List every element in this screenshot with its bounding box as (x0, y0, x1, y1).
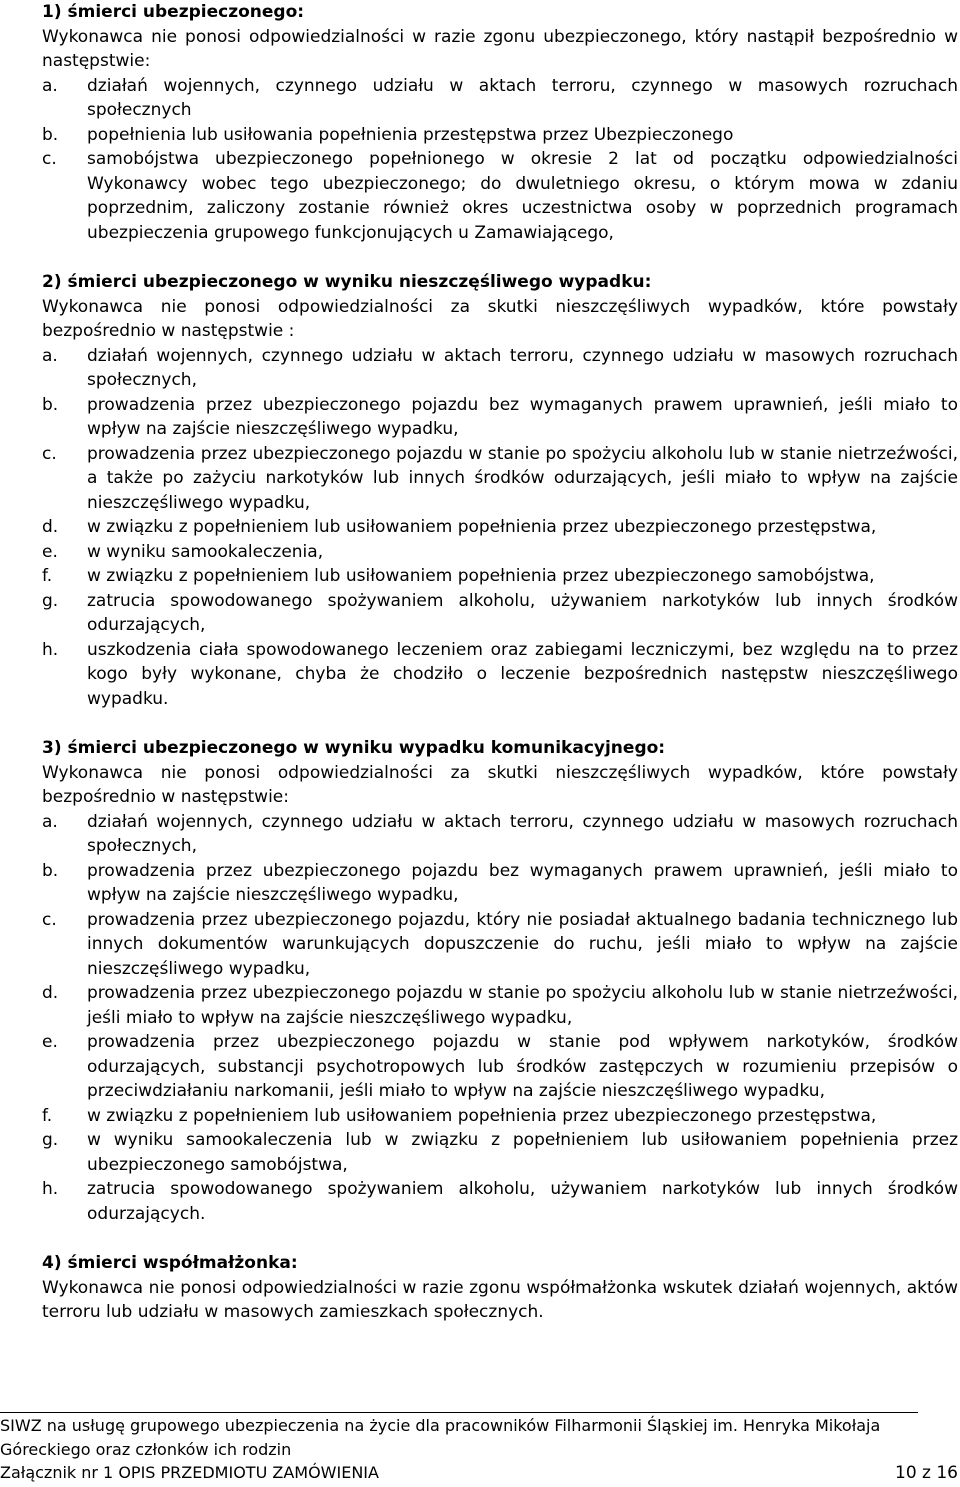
list-item (42, 908, 958, 982)
section-spacer (42, 1226, 958, 1251)
list-item (42, 515, 958, 540)
list-item (42, 442, 958, 516)
list-item (42, 74, 958, 123)
section-heading: 1) śmierci ubezpieczonego: (42, 2, 305, 22)
list-item-text: prowadzenia przez ubezpieczonego pojazdu w stanie pod wpływem narkotyków, środków odurzających, substancji psychotropowych lub środków zastępczych w rozumieniu przepisów o przeciwdziałaniu narkomanii, jeśli miało to wpływ na zajście nieszczęśliwego wypadku, (87, 1032, 958, 1101)
list-item (42, 123, 958, 148)
list-item-text: popełnienia lub usiłowania popełnienia przestępstwa przez Ubezpieczonego (87, 124, 734, 145)
footer-title-line: SIWZ na usługę grupowego ubezpieczenia na życie dla pracowników Filharmonii Śląskiej im. Henryka Mikołaja (0, 1416, 881, 1435)
list-item-text: uszkodzenia ciała spowodowanego leczeniem oraz zabiegami leczniczymi, bez względu na to przez kogo były wykonane, chyba że chodziło o leczenie bezpośrednich następstw nieszczęśliwego wypadku. (87, 639, 958, 709)
list-marker: a. (42, 75, 58, 96)
footer-bottom-row (0, 1461, 960, 1486)
section-intro: Wykonawca nie ponosi odpowiedzialności za skutki nieszczęśliwych wypadków, które powstały bezpośrednio w następstwie: (42, 762, 958, 807)
list-item-text: prowadzenia przez ubezpieczonego pojazdu, który nie posiadał aktualnego badania technicznego lub innych dokumentów warunkujących dopuszczenie do ruchu, jeśli miało to wpływ na zajście nieszczęśliwego wypadku, (87, 909, 958, 979)
page-footer (0, 1414, 960, 1486)
exclusion-list (42, 810, 958, 1227)
list-item (42, 810, 958, 859)
list-marker: c. (42, 149, 57, 169)
section-heading: 4) śmierci współmałżonka: (42, 1253, 298, 1273)
list-item-text: samobójstwa ubezpieczonego popełnionego w okresie 2 lat od początku odpowiedzialności Wykonawcy wobec tego ubezpieczonego; do dwuletniego okresu, o którym mowa w zdaniu poprzednim, zaliczony zostanie również okres uczestnictwa osoby w poprzednich programach ubezpieczenia grupowego funkcjonujących u Zamawiającego, (87, 149, 958, 243)
footer-attachment-label: Załącznik nr 1 OPIS PRZEDMIOTU ZAMÓWIENIA (0, 1463, 379, 1482)
list-item (42, 859, 958, 908)
list-item (42, 1128, 958, 1177)
section-spacer (42, 711, 958, 736)
list-item (42, 564, 958, 589)
list-marker: c. (42, 443, 57, 464)
footer-divider (0, 1412, 918, 1413)
section-intro: Wykonawca nie ponosi odpowiedzialności w razie zgonu ubezpieczonego, który nastąpił bezpośrednio w następstwie: (42, 26, 958, 71)
list-item-text: w związku z popełnieniem lub usiłowaniem popełnienia przez ubezpieczonego przestępstwa, (87, 1105, 877, 1126)
list-marker: a. (42, 811, 58, 832)
list-marker: e. (42, 1032, 58, 1052)
list-marker: b. (42, 394, 59, 415)
section-heading: 2) śmierci ubezpieczonego w wyniku nieszczęśliwego wypadku: (42, 272, 652, 292)
list-item (42, 638, 958, 712)
list-item-text: zatrucia spowodowanego spożywaniem alkoholu, używaniem narkotyków lub innych środków odurzających. (87, 1179, 958, 1224)
list-marker: g. (42, 590, 59, 611)
exclusion-list (42, 344, 958, 712)
list-item-text: w wyniku samookaleczenia, (87, 541, 324, 562)
section-1 (42, 0, 958, 245)
section-3 (42, 736, 958, 1226)
list-marker: b. (42, 860, 59, 881)
footer-title-line: Góreckiego oraz członków ich rodzin (0, 1439, 292, 1459)
section-spacer (42, 245, 958, 270)
list-item (42, 589, 958, 638)
list-item (42, 344, 958, 393)
exclusion-list (42, 74, 958, 246)
list-item-text: działań wojennych, czynnego udziału w aktach terroru, czynnego w masowych rozruchach społecznych (87, 75, 958, 120)
list-marker: h. (42, 639, 59, 660)
list-item (42, 1030, 958, 1104)
list-item (42, 1177, 958, 1226)
list-item-text: w związku z popełnieniem lub usiłowaniem popełnienia przez ubezpieczonego samobójstwa, (87, 566, 875, 586)
list-item (42, 147, 958, 245)
section-4 (42, 1251, 958, 1325)
list-item-text: prowadzenia przez ubezpieczonego pojazdu bez wymaganych prawem uprawnień, jeśli miało to wpływ na zajście nieszczęśliwego wypadku, (87, 860, 958, 905)
list-item-text: prowadzenia przez ubezpieczonego pojazdu w stanie po spożyciu alkoholu lub w stanie nietrzeźwości, jeśli miało to wpływ na zajście nieszczęśliwego wypadku, (87, 983, 958, 1028)
list-marker: h. (42, 1179, 59, 1199)
list-item-text: prowadzenia przez ubezpieczonego pojazdu w stanie po spożyciu alkoholu lub w stanie nietrzeźwości, a także po zażyciu narkotyków lub innych środków odurzających, jeśli miało to wpływ na zajście nieszczęśliwego wypadku, (87, 443, 958, 513)
list-item-text: w wyniku samookaleczenia lub w związku z popełnieniem lub usiłowaniem popełnienia przez ubezpieczonego samobójstwa, (87, 1130, 958, 1175)
document-body (42, 0, 958, 1325)
list-marker: f. (42, 566, 53, 586)
list-marker: e. (42, 541, 58, 562)
section-2 (42, 270, 958, 711)
list-marker: d. (42, 517, 59, 537)
list-item-text: prowadzenia przez ubezpieczonego pojazdu bez wymaganych prawem uprawnień, jeśli miało to wpływ na zajście nieszczęśliwego wypadku, (87, 394, 958, 439)
list-item-text: działań wojennych, czynnego udziału w aktach terroru, czynnego udziału w masowych rozruchach społecznych, (87, 811, 958, 856)
list-marker: f. (42, 1105, 53, 1126)
list-item-text: w związku z popełnieniem lub usiłowaniem popełnienia przez ubezpieczonego przestępstwa, (87, 517, 877, 537)
list-item-text: działań wojennych, czynnego udziału w aktach terroru, czynnego udziału w masowych rozruchach społecznych, (87, 345, 958, 390)
list-marker: b. (42, 124, 59, 145)
list-item (42, 1104, 958, 1129)
list-marker: a. (42, 345, 58, 366)
list-marker: d. (42, 983, 59, 1003)
section-heading: 3) śmierci ubezpieczonego w wyniku wypadku komunikacyjnego: (42, 738, 666, 758)
list-item (42, 393, 958, 442)
list-item (42, 540, 958, 565)
list-marker: c. (42, 909, 57, 930)
list-item (42, 981, 958, 1030)
list-marker: g. (42, 1130, 59, 1150)
list-item-text: zatrucia spowodowanego spożywaniem alkoholu, używaniem narkotyków lub innych środków odurzających, (87, 590, 958, 635)
page-number: 10 z 16 (895, 1463, 958, 1483)
section-intro: Wykonawca nie ponosi odpowiedzialności za skutki nieszczęśliwych wypadków, które powstały bezpośrednio w następstwie : (42, 296, 958, 341)
section-intro: Wykonawca nie ponosi odpowiedzialności w razie zgonu współmałżonka wskutek działań wojennych, aktów terroru lub udziału w masowych zamieszkach społecznych. (42, 1277, 958, 1322)
